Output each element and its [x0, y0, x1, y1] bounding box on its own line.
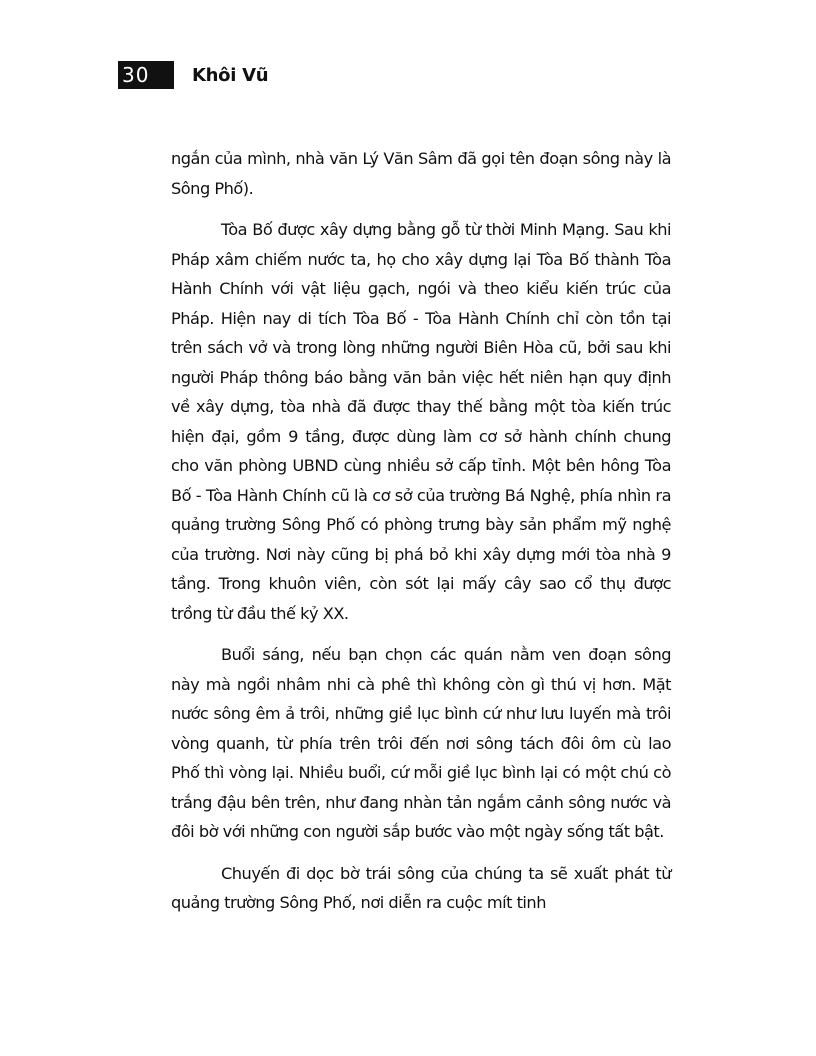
running-head: Khôi Vũ: [192, 64, 269, 86]
paragraph: Tòa Bố được xây dựng bằng gỗ từ thời Minh Mạng. Sau khi Pháp xâm chiếm nước ta, họ cho xây dựng lại Tòa Bố thành Tòa Hành Chính với vật liệu gạch, ngói và theo kiểu kiến trúc của Pháp. Hiện nay di tích Tòa Bố - Tòa Hành Chính chỉ còn tồn tại trên sách vở và trong lòng những người Biên Hòa cũ, bởi sau khi người Pháp thông báo bằng văn bản việc hết niên hạn quy định về xây dựng, tòa nhà đã được thay thế bằng một tòa kiến trúc hiện đại, gồm 9 tầng, được dùng làm cơ sở hành chính chung cho văn phòng UBND cùng nhiều sở cấp tỉnh. Một bên hông Tòa Bố - Tòa Hành Chính cũ là cơ sở của trường Bá Nghệ, phía nhìn ra quảng trường Sông Phố có phòng trưng bày sản phẩm mỹ nghệ của trường. Nơi này cũng bị phá bỏ khi xây dựng mới tòa nhà 9 tầng. Trong khuôn viên, còn sót lại mấy cây sao cổ thụ được trồng từ đầu thế kỷ XX.: [171, 220, 671, 623]
paragraph: ngắn của mình, nhà văn Lý Văn Sâm đã gọi tên đoạn sông này là Sông Phố).: [171, 149, 671, 198]
page-number: 30: [118, 61, 174, 89]
paragraph: Buổi sáng, nếu bạn chọn các quán nằm ven đoạn sông này mà ngồi nhâm nhi cà phê thì không còn gì thú vị hơn. Mặt nước sông êm ả trôi, những giề lục bình cứ như lưu luyến mà trôi vòng quanh, từ phía trên trôi đến nơi sông tách đôi ôm cù lao Phố thì vòng lại. Nhiều buổi, cứ mỗi giề lục bình lại có một chú cò trắng đậu bên trên, như đang nhàn tản ngắm cảnh sông nước và đôi bờ với những con người sắp bước vào một ngày sống tất bật.: [171, 645, 671, 841]
page-header: [118, 60, 268, 90]
body-text: [171, 144, 671, 930]
paragraph: Chuyến đi dọc bờ trái sông của chúng ta sẽ xuất phát từ quảng trường Sông Phố, nơi diễn ra cuộc mít tinh: [171, 863, 671, 912]
